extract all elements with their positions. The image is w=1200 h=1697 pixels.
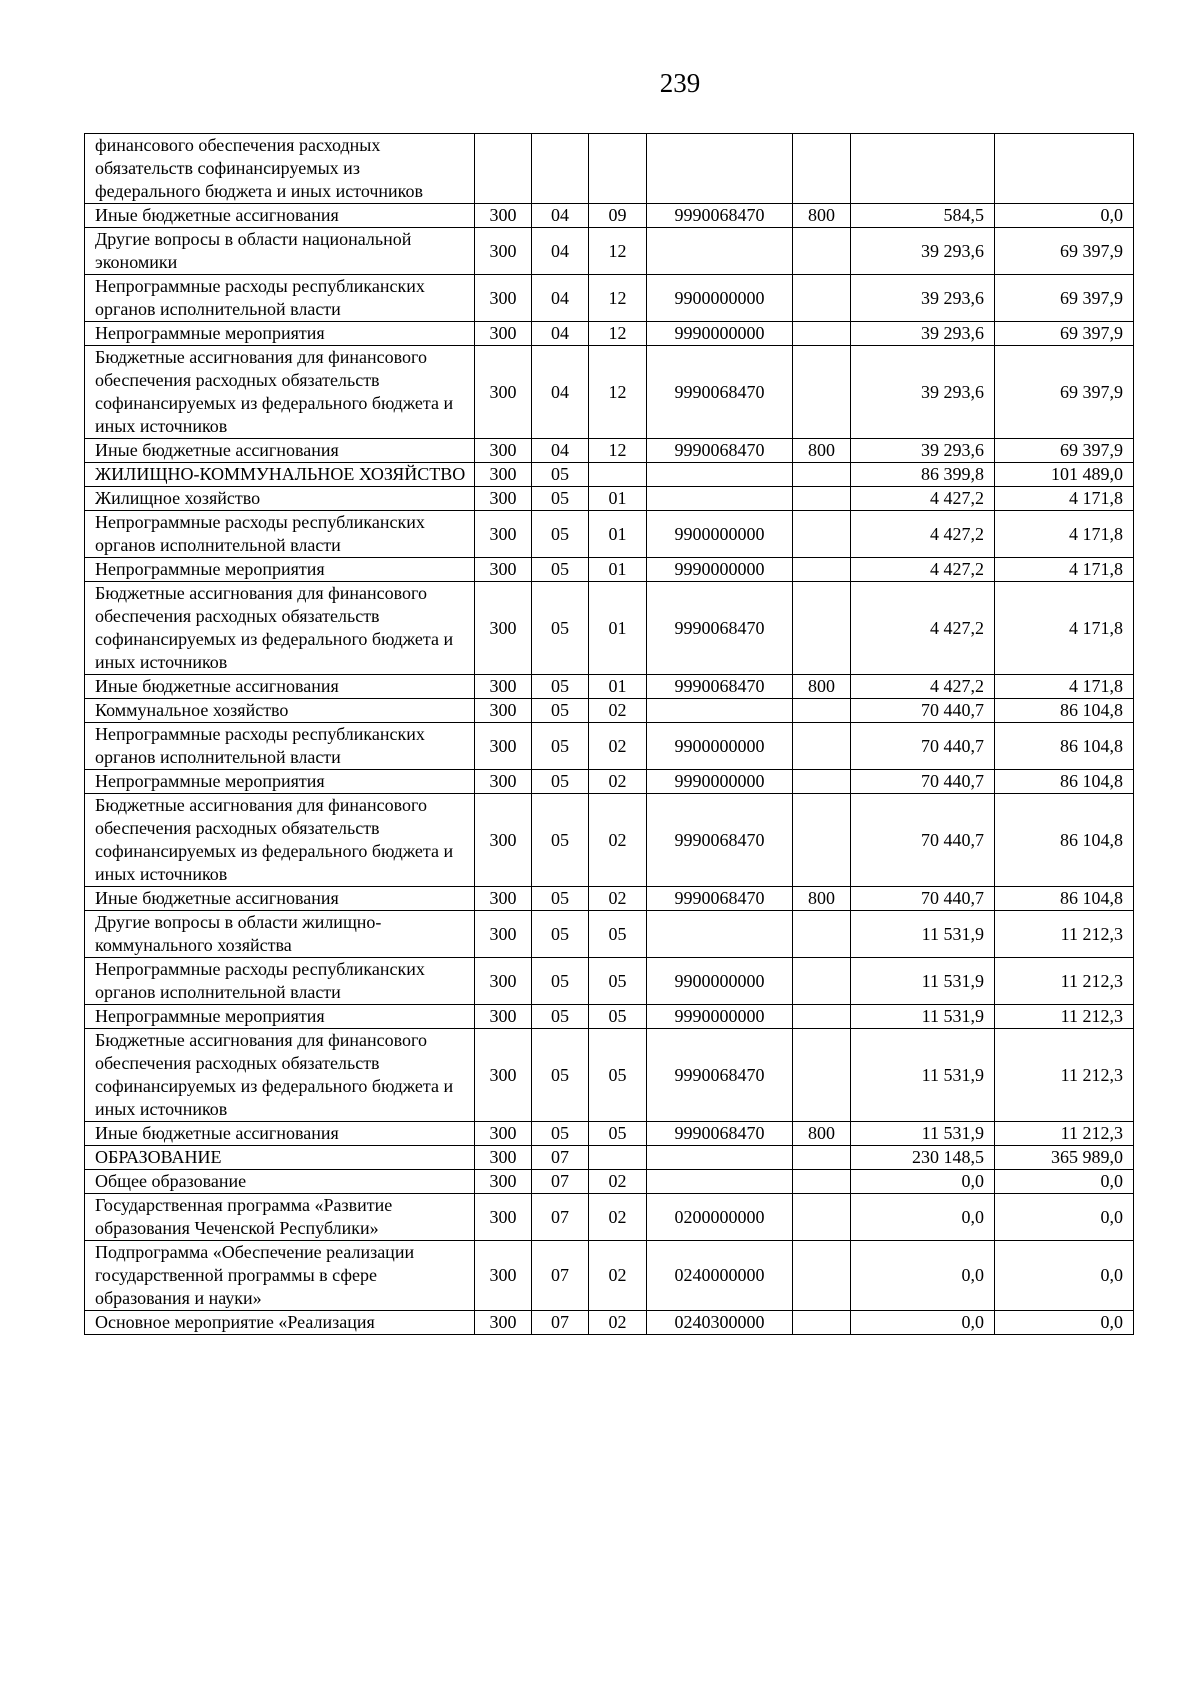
row-expense-type-cell [793,1146,851,1170]
row-grbs-cell: 300 [475,770,532,794]
row-expense-type-cell [793,134,851,204]
row-amount-year2-cell: 86 104,8 [995,770,1134,794]
row-amount-year2-cell: 69 397,9 [995,228,1134,275]
row-target-article-cell [647,228,793,275]
row-section-cell: 07 [532,1146,589,1170]
row-target-article-cell [647,487,793,511]
row-amount-year2-cell: 0,0 [995,1194,1134,1241]
row-name-cell: Бюджетные ассигнования для финансового обеспечения расходных обязательств софинансируемых из федерального бюджета и иных источников [85,794,475,887]
row-expense-type-cell [793,346,851,439]
row-amount-year2-cell: 0,0 [995,1241,1134,1311]
row-subsection-cell: 01 [589,511,647,558]
row-subsection-cell: 01 [589,675,647,699]
row-grbs-cell: 300 [475,887,532,911]
row-subsection-cell: 02 [589,794,647,887]
row-target-article-cell: 9990068470 [647,794,793,887]
row-target-article-cell [647,463,793,487]
row-subsection-cell [589,463,647,487]
row-subsection-cell: 02 [589,1194,647,1241]
row-grbs-cell: 300 [475,911,532,958]
row-target-article-cell: 0240000000 [647,1241,793,1311]
table-row [85,228,1134,275]
row-grbs-cell: 300 [475,228,532,275]
table-row [85,1241,1134,1311]
row-subsection-cell: 02 [589,1170,647,1194]
row-grbs-cell: 300 [475,723,532,770]
row-amount-year1-cell: 86 399,8 [851,463,995,487]
row-section-cell: 04 [532,228,589,275]
row-name-cell: Непрограммные расходы республиканских органов исполнительной власти [85,275,475,322]
row-amount-year2-cell: 0,0 [995,204,1134,228]
table-row [85,1194,1134,1241]
row-grbs-cell: 300 [475,1005,532,1029]
row-expense-type-cell [793,1029,851,1122]
row-name-cell: Иные бюджетные ассигнования [85,1122,475,1146]
row-target-article-cell: 9990068470 [647,1029,793,1122]
row-amount-year1-cell: 70 440,7 [851,723,995,770]
table-row [85,582,1134,675]
row-subsection-cell: 01 [589,558,647,582]
row-amount-year2-cell [995,134,1134,204]
row-expense-type-cell: 800 [793,439,851,463]
row-amount-year1-cell: 4 427,2 [851,582,995,675]
row-expense-type-cell [793,1005,851,1029]
row-name-cell: Иные бюджетные ассигнования [85,204,475,228]
row-amount-year1-cell: 584,5 [851,204,995,228]
row-section-cell: 04 [532,204,589,228]
row-expense-type-cell [793,511,851,558]
row-subsection-cell: 05 [589,1005,647,1029]
table-row [85,1122,1134,1146]
page-number: 239 [659,68,701,98]
table-row [85,1029,1134,1122]
row-section-cell: 05 [532,723,589,770]
row-name-cell: Бюджетные ассигнования для финансового обеспечения расходных обязательств софинансируемых из федерального бюджета и иных источников [85,1029,475,1122]
row-amount-year1-cell: 11 531,9 [851,1005,995,1029]
row-target-article-cell: 9900000000 [647,275,793,322]
row-target-article-cell: 9990000000 [647,322,793,346]
row-section-cell: 04 [532,346,589,439]
row-expense-type-cell [793,275,851,322]
table-row [85,558,1134,582]
row-grbs-cell: 300 [475,322,532,346]
row-amount-year2-cell: 69 397,9 [995,439,1134,463]
row-amount-year1-cell [851,134,995,204]
row-subsection-cell: 09 [589,204,647,228]
row-amount-year1-cell: 4 427,2 [851,675,995,699]
row-grbs-cell: 300 [475,1146,532,1170]
row-amount-year1-cell: 230 148,5 [851,1146,995,1170]
table-row [85,275,1134,322]
row-amount-year1-cell: 39 293,6 [851,346,995,439]
row-subsection-cell: 01 [589,582,647,675]
row-amount-year2-cell: 4 171,8 [995,558,1134,582]
row-amount-year1-cell: 39 293,6 [851,228,995,275]
row-subsection-cell: 12 [589,439,647,463]
row-amount-year2-cell: 11 212,3 [995,911,1134,958]
row-expense-type-cell [793,911,851,958]
row-amount-year2-cell: 4 171,8 [995,511,1134,558]
row-subsection-cell: 12 [589,322,647,346]
row-target-article-cell: 9990000000 [647,558,793,582]
table-row [85,134,1134,204]
row-amount-year2-cell: 0,0 [995,1311,1134,1335]
row-section-cell: 05 [532,699,589,723]
row-amount-year2-cell: 86 104,8 [995,794,1134,887]
row-amount-year1-cell: 4 427,2 [851,511,995,558]
row-amount-year1-cell: 39 293,6 [851,275,995,322]
row-grbs-cell: 300 [475,204,532,228]
row-grbs-cell: 300 [475,794,532,887]
row-expense-type-cell [793,487,851,511]
table-row [85,487,1134,511]
row-name-cell: финансового обеспечения расходных обязательств софинансируемых из федерального бюджета и иных источников [85,134,475,204]
row-target-article-cell [647,911,793,958]
row-expense-type-cell [793,582,851,675]
row-target-article-cell: 9990000000 [647,1005,793,1029]
row-section-cell: 05 [532,582,589,675]
row-amount-year1-cell: 0,0 [851,1311,995,1335]
row-amount-year1-cell: 11 531,9 [851,1029,995,1122]
row-grbs-cell: 300 [475,275,532,322]
budget-table [84,133,1134,1335]
row-subsection-cell: 02 [589,699,647,723]
row-target-article-cell [647,1170,793,1194]
row-subsection-cell: 02 [589,1241,647,1311]
row-target-article-cell [647,1146,793,1170]
table-row [85,723,1134,770]
row-section-cell: 05 [532,794,589,887]
row-section-cell: 05 [532,958,589,1005]
row-amount-year1-cell: 4 427,2 [851,558,995,582]
row-name-cell: Жилищное хозяйство [85,487,475,511]
row-name-cell: Непрограммные мероприятия [85,558,475,582]
row-name-cell: Иные бюджетные ассигнования [85,887,475,911]
row-amount-year2-cell: 69 397,9 [995,346,1134,439]
row-subsection-cell: 01 [589,487,647,511]
row-name-cell: Коммунальное хозяйство [85,699,475,723]
row-target-article-cell [647,699,793,723]
table-row [85,439,1134,463]
row-target-article-cell: 9990068470 [647,204,793,228]
row-amount-year1-cell: 70 440,7 [851,794,995,887]
row-amount-year2-cell: 86 104,8 [995,887,1134,911]
row-expense-type-cell [793,723,851,770]
row-target-article-cell: 9990068470 [647,1122,793,1146]
row-grbs-cell [475,134,532,204]
row-amount-year1-cell: 70 440,7 [851,770,995,794]
row-target-article-cell: 9990068470 [647,582,793,675]
row-grbs-cell: 300 [475,958,532,1005]
row-amount-year2-cell: 69 397,9 [995,322,1134,346]
row-target-article-cell: 9990068470 [647,887,793,911]
table-row [85,1311,1134,1335]
row-grbs-cell: 300 [475,675,532,699]
row-section-cell: 05 [532,558,589,582]
row-target-article-cell: 9900000000 [647,511,793,558]
row-target-article-cell: 0240300000 [647,1311,793,1335]
row-target-article-cell: 0200000000 [647,1194,793,1241]
row-target-article-cell: 9990000000 [647,770,793,794]
row-amount-year2-cell: 11 212,3 [995,1005,1134,1029]
row-grbs-cell: 300 [475,1170,532,1194]
row-grbs-cell: 300 [475,1241,532,1311]
row-target-article-cell: 9990068470 [647,346,793,439]
row-grbs-cell: 300 [475,1122,532,1146]
row-amount-year1-cell: 39 293,6 [851,322,995,346]
row-amount-year2-cell: 86 104,8 [995,723,1134,770]
row-grbs-cell: 300 [475,463,532,487]
row-subsection-cell: 02 [589,723,647,770]
row-section-cell: 05 [532,1029,589,1122]
row-amount-year2-cell: 0,0 [995,1170,1134,1194]
row-expense-type-cell [793,770,851,794]
row-amount-year2-cell: 4 171,8 [995,582,1134,675]
row-amount-year2-cell: 4 171,8 [995,675,1134,699]
row-name-cell: Другие вопросы в области национальной экономики [85,228,475,275]
table-row [85,1170,1134,1194]
table-row [85,511,1134,558]
row-name-cell: Государственная программа «Развитие образования Чеченской Республики» [85,1194,475,1241]
row-name-cell: ЖИЛИЩНО-КОММУНАЛЬНОЕ ХОЗЯЙСТВО [85,463,475,487]
row-target-article-cell: 9900000000 [647,958,793,1005]
row-grbs-cell: 300 [475,558,532,582]
row-amount-year2-cell: 4 171,8 [995,487,1134,511]
row-name-cell: Общее образование [85,1170,475,1194]
row-section-cell: 05 [532,887,589,911]
row-expense-type-cell [793,228,851,275]
row-amount-year1-cell: 11 531,9 [851,911,995,958]
table-row [85,1005,1134,1029]
row-name-cell: Другие вопросы в области жилищно-коммунального хозяйства [85,911,475,958]
row-amount-year1-cell: 39 293,6 [851,439,995,463]
row-amount-year2-cell: 11 212,3 [995,1122,1134,1146]
row-section-cell: 05 [532,1005,589,1029]
row-expense-type-cell: 800 [793,887,851,911]
row-subsection-cell: 12 [589,275,647,322]
row-amount-year2-cell: 11 212,3 [995,1029,1134,1122]
row-subsection-cell: 05 [589,911,647,958]
row-subsection-cell: 12 [589,346,647,439]
row-subsection-cell: 12 [589,228,647,275]
row-grbs-cell: 300 [475,511,532,558]
table-row [85,675,1134,699]
row-name-cell: Непрограммные расходы республиканских органов исполнительной власти [85,723,475,770]
row-name-cell: Иные бюджетные ассигнования [85,675,475,699]
table-row [85,699,1134,723]
row-name-cell: Подпрограмма «Обеспечение реализации государственной программы в сфере образования и науки» [85,1241,475,1311]
row-section-cell: 05 [532,911,589,958]
row-grbs-cell: 300 [475,1194,532,1241]
row-expense-type-cell [793,1311,851,1335]
row-expense-type-cell [793,1170,851,1194]
row-grbs-cell: 300 [475,1311,532,1335]
row-section-cell: 07 [532,1241,589,1311]
row-target-article-cell: 9990068470 [647,439,793,463]
row-target-article-cell: 9990068470 [647,675,793,699]
row-amount-year1-cell: 11 531,9 [851,958,995,1005]
row-expense-type-cell [793,958,851,1005]
row-grbs-cell: 300 [475,582,532,675]
row-amount-year1-cell: 11 531,9 [851,1122,995,1146]
row-subsection-cell: 05 [589,1029,647,1122]
row-expense-type-cell [793,699,851,723]
row-amount-year2-cell: 11 212,3 [995,958,1134,1005]
row-name-cell: Бюджетные ассигнования для финансового обеспечения расходных обязательств софинансируемых из федерального бюджета и иных источников [85,582,475,675]
row-expense-type-cell [793,794,851,887]
table-row [85,770,1134,794]
row-expense-type-cell [793,322,851,346]
row-expense-type-cell: 800 [793,675,851,699]
table-row [85,346,1134,439]
row-section-cell: 04 [532,275,589,322]
row-grbs-cell: 300 [475,487,532,511]
row-expense-type-cell: 800 [793,204,851,228]
row-name-cell: ОБРАЗОВАНИЕ [85,1146,475,1170]
table-row [85,958,1134,1005]
table-row [85,911,1134,958]
row-name-cell: Иные бюджетные ассигнования [85,439,475,463]
table-row [85,794,1134,887]
row-section-cell: 05 [532,675,589,699]
row-expense-type-cell [793,1194,851,1241]
row-amount-year1-cell: 4 427,2 [851,487,995,511]
row-grbs-cell: 300 [475,439,532,463]
row-section-cell: 07 [532,1170,589,1194]
row-section-cell: 05 [532,770,589,794]
row-name-cell: Непрограммные расходы республиканских органов исполнительной власти [85,511,475,558]
row-name-cell: Непрограммные мероприятия [85,322,475,346]
table-row [85,463,1134,487]
row-target-article-cell: 9900000000 [647,723,793,770]
row-grbs-cell: 300 [475,1029,532,1122]
table-row [85,322,1134,346]
row-expense-type-cell [793,558,851,582]
table-row [85,204,1134,228]
table-row [85,887,1134,911]
row-amount-year2-cell: 69 397,9 [995,275,1134,322]
row-subsection-cell [589,134,647,204]
row-subsection-cell: 02 [589,1311,647,1335]
row-amount-year1-cell: 70 440,7 [851,699,995,723]
row-expense-type-cell [793,1241,851,1311]
row-section-cell: 07 [532,1194,589,1241]
row-subsection-cell: 05 [589,1122,647,1146]
row-section-cell [532,134,589,204]
row-name-cell: Основное мероприятие «Реализация [85,1311,475,1335]
row-grbs-cell: 300 [475,699,532,723]
table-row [85,1146,1134,1170]
row-amount-year1-cell: 0,0 [851,1170,995,1194]
row-subsection-cell: 02 [589,887,647,911]
row-amount-year2-cell: 101 489,0 [995,463,1134,487]
row-name-cell: Непрограммные расходы республиканских органов исполнительной власти [85,958,475,1005]
row-section-cell: 04 [532,439,589,463]
row-target-article-cell [647,134,793,204]
row-subsection-cell: 05 [589,958,647,1005]
row-grbs-cell: 300 [475,346,532,439]
row-amount-year2-cell: 365 989,0 [995,1146,1134,1170]
row-expense-type-cell [793,463,851,487]
row-section-cell: 05 [532,511,589,558]
row-section-cell: 05 [532,463,589,487]
table-body [85,134,1134,1335]
row-amount-year1-cell: 70 440,7 [851,887,995,911]
row-expense-type-cell: 800 [793,1122,851,1146]
row-name-cell: Непрограммные мероприятия [85,770,475,794]
row-section-cell: 05 [532,487,589,511]
row-subsection-cell: 02 [589,770,647,794]
row-amount-year1-cell: 0,0 [851,1241,995,1311]
row-section-cell: 04 [532,322,589,346]
row-name-cell: Бюджетные ассигнования для финансового обеспечения расходных обязательств софинансируемых из федерального бюджета и иных источников [85,346,475,439]
row-amount-year1-cell: 0,0 [851,1194,995,1241]
row-section-cell: 07 [532,1311,589,1335]
row-section-cell: 05 [532,1122,589,1146]
row-name-cell: Непрограммные мероприятия [85,1005,475,1029]
row-amount-year2-cell: 86 104,8 [995,699,1134,723]
row-subsection-cell [589,1146,647,1170]
